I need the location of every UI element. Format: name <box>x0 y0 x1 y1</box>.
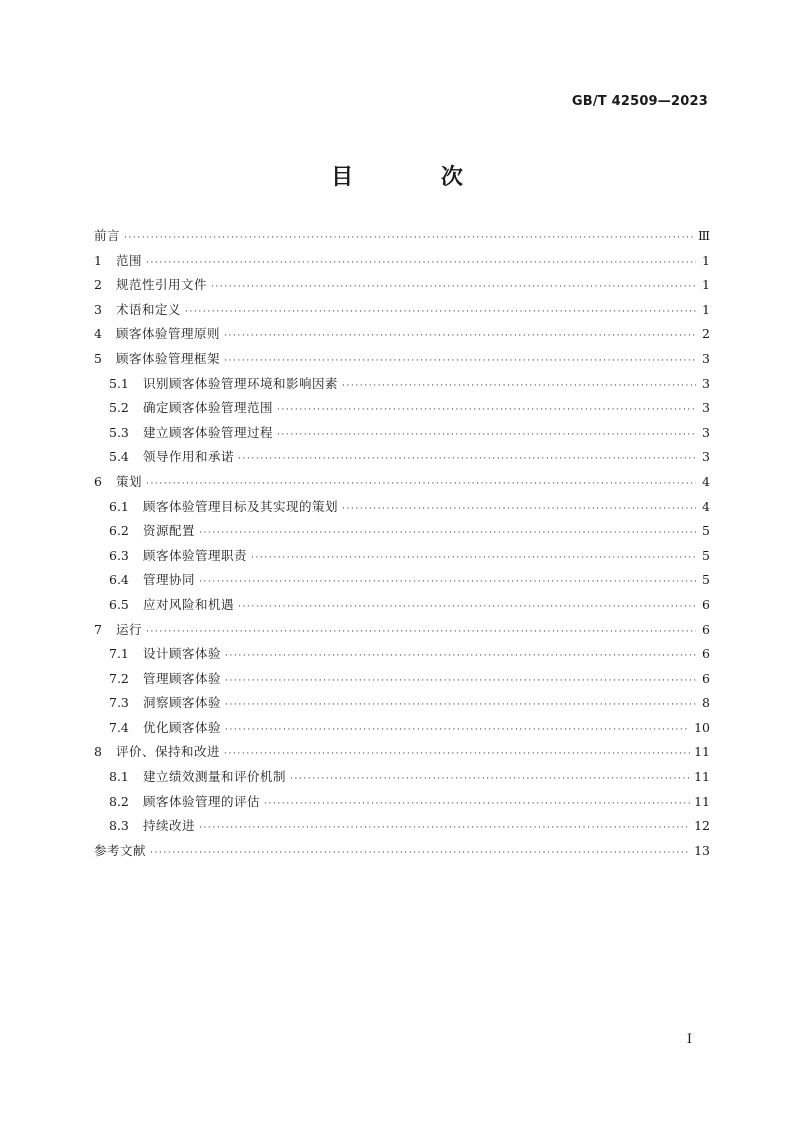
toc-entry-page: 6 <box>702 646 710 662</box>
toc-entry-label: 识别顾客体验管理环境和影响因素 <box>143 375 339 391</box>
toc-entry-label: 管理顾客体验 <box>143 670 222 686</box>
toc-entry-label: 顾客体验管理目标及其实现的策划 <box>143 498 339 514</box>
toc-entry-label: 参考文献 <box>94 842 147 858</box>
toc-entry-page: 5 <box>702 572 710 588</box>
toc-entry-page: 3 <box>702 449 710 465</box>
toc-entry-page: 13 <box>694 842 710 858</box>
dot-leader <box>225 725 690 735</box>
toc-entry-page: 2 <box>702 326 710 342</box>
toc-entry-number: 6.4 <box>109 572 129 588</box>
toc-entry-label: 评价、保持和改进 <box>116 744 221 760</box>
toc-entry-page: 11 <box>694 744 710 760</box>
dot-leader <box>224 749 690 759</box>
toc-entry-number: 4 <box>94 326 102 342</box>
toc-entry-number: 5.1 <box>109 375 129 391</box>
dot-leader <box>238 454 696 464</box>
toc-entry-label: 范围 <box>116 252 143 268</box>
toc-entry-page: 8 <box>702 695 710 711</box>
toc-entry-number: 7.4 <box>109 719 129 735</box>
toc-entry-label: 确定顾客体验管理范围 <box>143 400 274 416</box>
toc-entry-page: 5 <box>702 523 710 539</box>
toc-entry-number: 6.3 <box>109 547 129 563</box>
toc-entry-label: 应对风险和机遇 <box>143 596 235 612</box>
dot-leader <box>238 602 696 612</box>
toc-entry-number: 2 <box>94 277 102 293</box>
toc-entry-label: 建立绩效测量和评价机制 <box>143 769 287 785</box>
toc-entry[interactable] <box>94 841 710 866</box>
standard-code: GB/T 42509—2023 <box>571 94 708 109</box>
toc-entry-number: 8.1 <box>109 769 129 785</box>
toc-entry-label: 顾客体验管理框架 <box>116 350 221 366</box>
dot-leader <box>225 700 696 710</box>
toc-entry-label: 术语和定义 <box>116 301 182 317</box>
dot-leader <box>277 405 696 415</box>
toc-entry-number: 7 <box>94 621 102 637</box>
toc-entry[interactable] <box>94 226 710 251</box>
toc-entry-page: 3 <box>702 350 710 366</box>
dot-leader <box>264 799 690 809</box>
dot-leader <box>224 331 696 341</box>
toc-entry-label: 设计顾客体验 <box>143 646 222 662</box>
toc-entry-page: 11 <box>694 793 710 809</box>
toc-entry[interactable] <box>94 349 710 374</box>
toc-entry[interactable] <box>94 816 710 841</box>
toc-entry-page: 5 <box>702 547 710 563</box>
toc-entry-page: Ⅲ <box>697 228 710 243</box>
toc-entry-number: 6.2 <box>109 523 129 539</box>
dot-leader <box>342 381 696 391</box>
dot-leader <box>199 577 696 587</box>
toc-entry-number: 8.2 <box>109 793 129 809</box>
toc-entry-number: 3 <box>94 301 102 317</box>
page-title: 目 次 <box>331 165 503 190</box>
toc-entry-page: 6 <box>702 596 710 612</box>
dot-leader <box>211 282 696 292</box>
toc-entry-page: 4 <box>702 498 710 514</box>
toc-entry-number: 5.4 <box>109 449 129 465</box>
toc-entry-page: 1 <box>702 301 710 317</box>
dot-leader <box>185 307 696 317</box>
toc-entry-label: 管理协同 <box>143 572 196 588</box>
dot-leader <box>124 233 694 243</box>
toc-entry-label: 持续改进 <box>143 818 196 834</box>
toc-entry-page: 10 <box>694 719 710 735</box>
toc-entry-number: 7.2 <box>109 670 129 686</box>
dot-leader <box>150 848 690 858</box>
dot-leader <box>277 430 696 440</box>
toc-entry[interactable] <box>94 324 710 349</box>
toc-entry-page: 1 <box>702 277 710 293</box>
toc-entry-label: 顾客体验管理的评估 <box>143 793 261 809</box>
toc-entry-number: 5 <box>94 350 102 366</box>
toc-entry[interactable] <box>94 423 710 448</box>
dot-leader <box>199 528 696 538</box>
toc-entry-label: 前言 <box>94 228 121 243</box>
toc-entry[interactable] <box>94 275 710 300</box>
toc-entry[interactable] <box>94 300 710 325</box>
toc-entry-page: 6 <box>702 670 710 686</box>
toc-entry-number: 1 <box>94 252 102 268</box>
toc-entry-number: 7.1 <box>109 646 129 662</box>
toc-entry-label: 优化顾客体验 <box>143 719 222 735</box>
dot-leader <box>224 356 696 366</box>
toc-entry[interactable] <box>94 718 710 743</box>
toc-entry-page: 3 <box>702 400 710 416</box>
toc-entry[interactable] <box>94 693 710 718</box>
toc-entry-number: 5.3 <box>109 424 129 440</box>
table-of-contents <box>94 226 710 865</box>
toc-entry[interactable] <box>94 398 710 423</box>
toc-entry-label: 运行 <box>116 621 143 637</box>
page-number: I <box>686 1032 692 1047</box>
toc-entry-number: 8.3 <box>109 818 129 834</box>
dot-leader <box>342 504 696 514</box>
dot-leader <box>146 479 696 489</box>
toc-entry-label: 策划 <box>116 473 143 489</box>
toc-entry-page: 6 <box>702 621 710 637</box>
toc-entry-label: 资源配置 <box>143 523 196 539</box>
toc-entry[interactable] <box>94 792 710 817</box>
dot-leader <box>146 258 696 268</box>
dot-leader <box>225 676 696 686</box>
dot-leader <box>251 553 696 563</box>
toc-entry-label: 顾客体验管理职责 <box>143 547 248 563</box>
dot-leader <box>225 651 696 661</box>
toc-entry[interactable] <box>94 472 710 497</box>
toc-entry-label: 领导作用和承诺 <box>143 449 235 465</box>
toc-entry[interactable] <box>94 521 710 546</box>
toc-entry-label: 洞察顾客体验 <box>143 695 222 711</box>
toc-entry-label: 顾客体验管理原则 <box>116 326 221 342</box>
toc-entry-page: 11 <box>694 769 710 785</box>
toc-entry-page: 3 <box>702 375 710 391</box>
toc-entry[interactable] <box>94 570 710 595</box>
toc-entry[interactable] <box>94 497 710 522</box>
toc-entry-page: 12 <box>694 818 710 834</box>
dot-leader <box>146 627 696 637</box>
toc-entry[interactable] <box>94 620 710 645</box>
toc-entry-number: 8 <box>94 744 102 760</box>
toc-entry-page: 1 <box>702 252 710 268</box>
toc-entry[interactable] <box>94 767 710 792</box>
toc-entry-page: 3 <box>702 424 710 440</box>
toc-entry[interactable] <box>94 644 710 669</box>
dot-leader <box>290 774 690 784</box>
toc-entry[interactable] <box>94 546 710 571</box>
toc-entry-number: 6.5 <box>109 596 129 612</box>
toc-entry[interactable] <box>94 669 710 694</box>
toc-entry-number: 5.2 <box>109 400 129 416</box>
toc-entry-label: 建立顾客体验管理过程 <box>143 424 274 440</box>
toc-entry[interactable] <box>94 374 710 399</box>
toc-entry-page: 4 <box>702 473 710 489</box>
toc-entry-number: 7.3 <box>109 695 129 711</box>
toc-entry-number: 6.1 <box>109 498 129 514</box>
toc-entry[interactable] <box>94 742 710 767</box>
toc-entry[interactable] <box>94 251 710 276</box>
toc-entry-label: 规范性引用文件 <box>116 277 208 293</box>
dot-leader <box>199 823 690 833</box>
toc-entry[interactable] <box>94 595 710 620</box>
toc-entry[interactable] <box>94 447 710 472</box>
toc-entry-number: 6 <box>94 473 102 489</box>
